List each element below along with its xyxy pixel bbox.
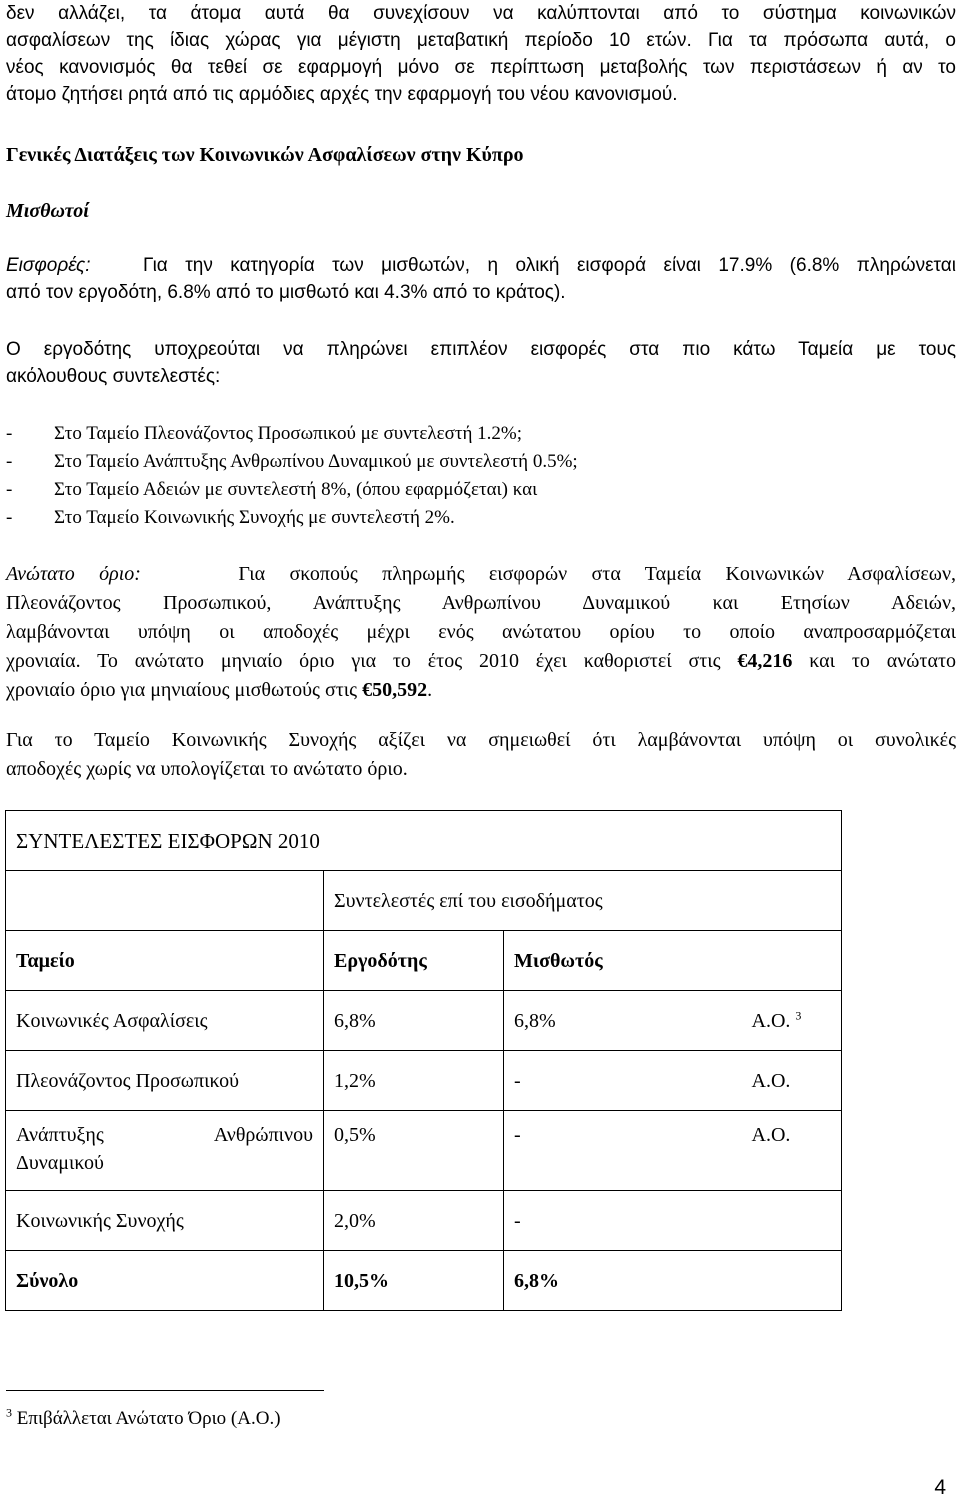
table-subheader: Συντελεστές επί του εισοδήματος xyxy=(324,871,842,931)
intro-line: ασφαλίσεων της ίδιας χώρας για μέγιστη μεταβατική περίοδο 10 ετών. Για τα πρόσωπα αυτά, ο xyxy=(6,30,956,51)
table-cell: 10,5% xyxy=(324,1251,504,1311)
table-cell: 1,2% xyxy=(324,1051,504,1111)
table-title: ΣΥΝΤΕΛΕΣΤΕΣ ΕΙΣΦΟΡΩΝ 2010 xyxy=(6,811,842,871)
table-cell: - xyxy=(504,1051,742,1111)
page-number: 4 xyxy=(934,1476,946,1499)
contributions-paragraph xyxy=(6,252,956,306)
table-subheader-row xyxy=(6,871,842,931)
employer-paragraph xyxy=(6,336,956,390)
table-header-row xyxy=(6,931,842,991)
annual-ceiling-value: €50,592 xyxy=(362,679,428,701)
table-row xyxy=(6,1191,842,1251)
table-cell xyxy=(742,1191,842,1251)
table-cell: Α.Ο. xyxy=(742,1051,842,1111)
employer-line: ακόλουθους συντελεστές: xyxy=(6,366,221,387)
ceiling-line: Για σκοπούς πληρωμής εισφορών στα Ταμεία Κοινωνικών Ασφαλίσεων, xyxy=(238,563,956,585)
intro-line: δεν αλλάζει, τα άτομα αυτά θα συνεχίσουν να καλύπτονται από το σύστημα κοινωνικών xyxy=(6,3,956,24)
section-subheading: Μισθωτοί xyxy=(6,200,89,222)
footnote xyxy=(6,1405,281,1432)
table-row xyxy=(6,991,842,1051)
intro-line: νέος κανονισμός θα τεθεί σε εφαρμογή μόνο σε περίπτωση μεταβολής των περιστάσεων ή αν το xyxy=(6,57,956,78)
table-cell: Α.Ο. xyxy=(742,1111,842,1191)
table-title-row xyxy=(6,811,842,871)
table-cell: Ανάπτυξης Ανθρώπινου Δυναμικού xyxy=(6,1111,324,1191)
ceiling-line: Πλεονάζοντος Προσωπικού, Ανάπτυξης Ανθρωπίνου Δυναμικού και Ετησίων Αδειών, xyxy=(6,592,956,614)
ceiling-label: Ανώτατο όριο: xyxy=(6,563,141,585)
employer-line: Ο εργοδότης υποχρεούται να πληρώνει επιπλέον εισφορές στα πιο κάτω Ταμεία με τους xyxy=(6,339,956,360)
ceiling-line: λαμβάνονται υπόψη οι αποδοχές μέχρι ενός ανώτατου ορίου το οποίο αναπροσαρμόζεται xyxy=(6,621,956,643)
footnote-text: Επιβάλλεται Ανώτατο Όριο (Α.Ο.) xyxy=(12,1408,281,1429)
intro-line: άτομο ζητήσει ρητά από τις αρμόδιες αρχές την εφαρμογή του νέου κανονισμού. xyxy=(6,84,678,105)
table-header: Ταμείο xyxy=(6,931,324,991)
table-cell: 2,0% xyxy=(324,1191,504,1251)
table-cell: Α.Ο. $^3$ xyxy=(742,991,842,1051)
section-heading: Γενικές Διατάξεις των Κοινωνικών Ασφαλίσεων στην Κύπρο xyxy=(6,144,524,166)
table-cell: 6,8% xyxy=(504,991,742,1051)
cohesion-line: Για το Ταμείο Κοινωνικής Συνοχής αξίζει να σημειωθεί ότι λαμβάνονται υπόψη οι συνολικές xyxy=(6,729,956,751)
table-cell: - xyxy=(504,1111,742,1191)
footnote-mark: 3 xyxy=(6,1405,12,1420)
cohesion-paragraph xyxy=(6,726,956,784)
table-total-row xyxy=(6,1251,842,1311)
cohesion-line: αποδοχές χωρίς να υπολογίζεται το ανώτατο όριο. xyxy=(6,758,408,780)
table-cell: - xyxy=(504,1191,742,1251)
table-cell: 6,8% xyxy=(324,991,504,1051)
table-cell: Πλεονάζοντος Προσωπικού xyxy=(6,1051,324,1111)
ceiling-paragraph: Ανώτατο όριο: Για σκοπούς πληρωμής εισφορών στα Ταμεία Κοινωνικών Ασφαλίσεων, Πλεονάζοντος Προσωπικού, Ανάπτυξης Ανθρωπίνου Δυναμικού και Ετησίων Αδειών, λαμβάνονται υπόψη οι αποδοχές μέχρι ενός ανώτατου ορίου το οποίο αναπροσαρμόζεται χρονιαία. Το ανώτατο μηνιαίο όριο για το έτος 2010 έχει καθοριστεί στις €4,216 και το ανώτατο χρονιαίο όριο για μηνιαίους μισθωτούς στις €50,592. xyxy=(6,563,956,701)
table-row xyxy=(6,1111,842,1191)
table-cell: 0,5% xyxy=(324,1111,504,1191)
table-header: Μισθωτός xyxy=(504,931,842,991)
table-header: Εργοδότης xyxy=(324,931,504,991)
table-row xyxy=(6,1051,842,1111)
contribution-rates-table xyxy=(5,810,842,1311)
footnote-ref: 3 xyxy=(795,1007,802,1022)
table-cell: Κοινωνικής Συνοχής xyxy=(6,1191,324,1251)
contributions-label: Εισφορές: xyxy=(6,255,91,276)
contributions-line: Για την κατηγορία των μισθωτών, η ολική εισφορά είναι 17.9% (6.8% πληρώνεται xyxy=(142,255,957,276)
monthly-ceiling-value: €4,216 xyxy=(737,650,793,672)
table-cell: 6,8% xyxy=(504,1251,742,1311)
table-cell: Σύνολο xyxy=(6,1251,324,1311)
footnote-divider xyxy=(6,1390,324,1391)
table-cell: Κοινωνικές Ασφαλίσεις xyxy=(6,991,324,1051)
contributions-line: από τον εργοδότη, 6.8% από το μισθωτό και 4.3% από το κράτος). xyxy=(6,282,566,303)
intro-paragraph xyxy=(6,0,956,108)
